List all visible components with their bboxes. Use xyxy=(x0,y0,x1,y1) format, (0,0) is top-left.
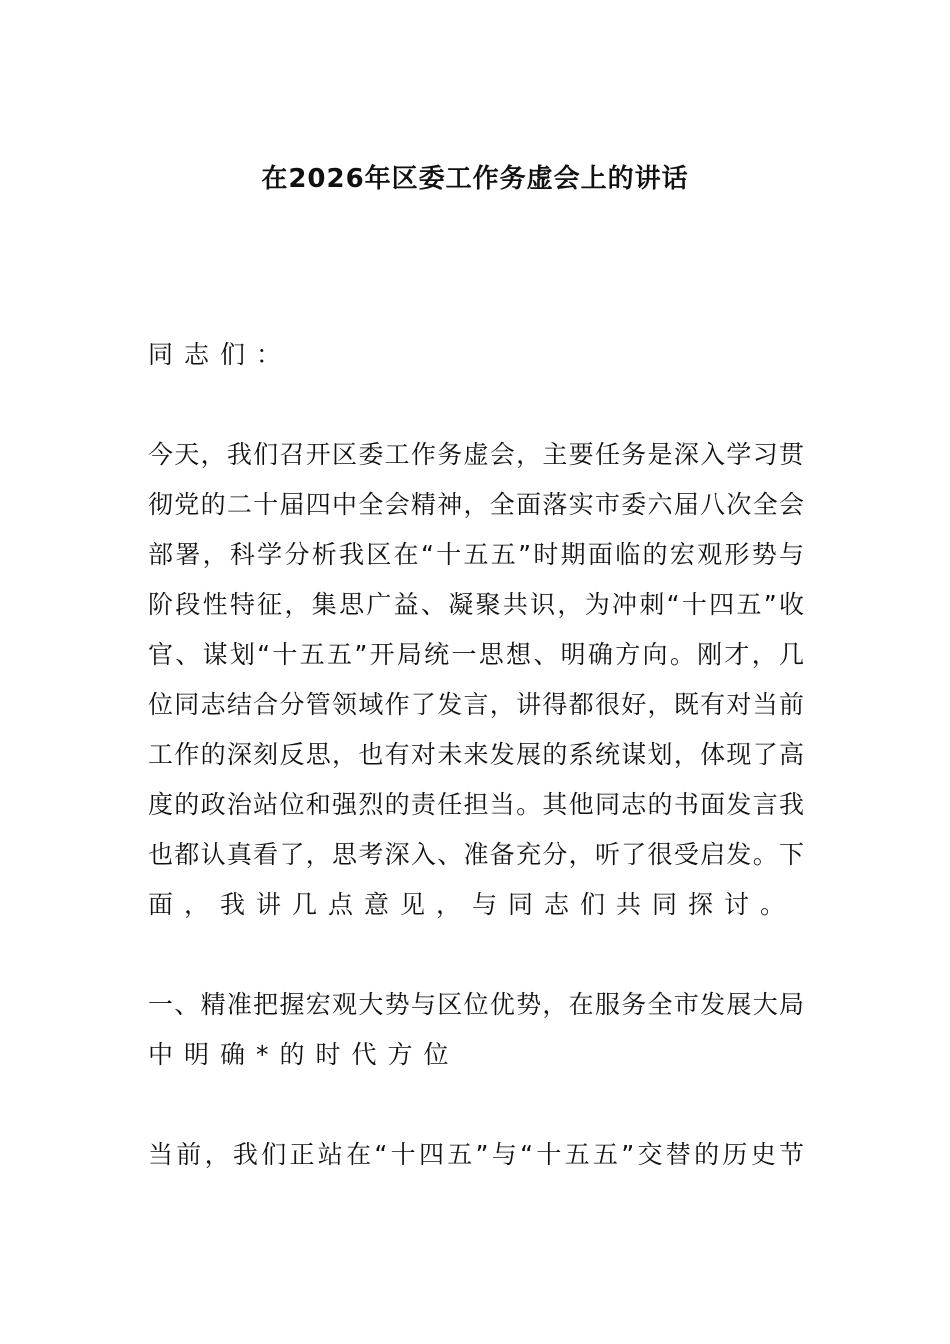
paragraph-line: 今天，我们召开区委工作务虚会，主要任务是深入学习贯 xyxy=(148,440,804,469)
paragraph-line: 部署，科学分析我区在“十五五”时期面临的宏观形势与 xyxy=(148,540,804,569)
heading-line: 一、精准把握宏观大势与区位优势，在服务全市发展大局 xyxy=(148,990,804,1019)
paragraph-line: 阶段性特征，集思广益、凝聚共识，为冲刺“十四五”收 xyxy=(148,590,804,619)
paragraph-line: 度的政治站位和强烈的责任担当。其他同志的书面发言我 xyxy=(148,790,804,819)
paragraph-line: 面，我讲几点意见，与同志们共同探讨。 xyxy=(148,890,797,919)
paragraph-line: 当前，我们正站在“十四五”与“十五五”交替的历史节 xyxy=(148,1140,804,1169)
paragraph-line: 也都认真看了，思考深入、准备充分，听了很受启发。下 xyxy=(148,840,804,869)
paragraph-line: 位同志结合分管领域作了发言，讲得都很好，既有对当前 xyxy=(148,690,804,719)
paragraph-line: 彻党的二十届四中全会精神，全面落实市委六届八次全会 xyxy=(148,490,804,519)
salutation: 同志们： xyxy=(148,340,293,369)
paragraph-line: 官、谋划“十五五”开局统一思想、明确方向。刚才，几 xyxy=(148,640,804,669)
heading-line: 中明确*的时代方位 xyxy=(148,1040,460,1069)
document-title: 在2026年区委工作务虚会上的讲话 xyxy=(261,164,689,194)
paragraph-line: 工作的深刻反思，也有对未来发展的系统谋划，体现了高 xyxy=(148,740,804,769)
